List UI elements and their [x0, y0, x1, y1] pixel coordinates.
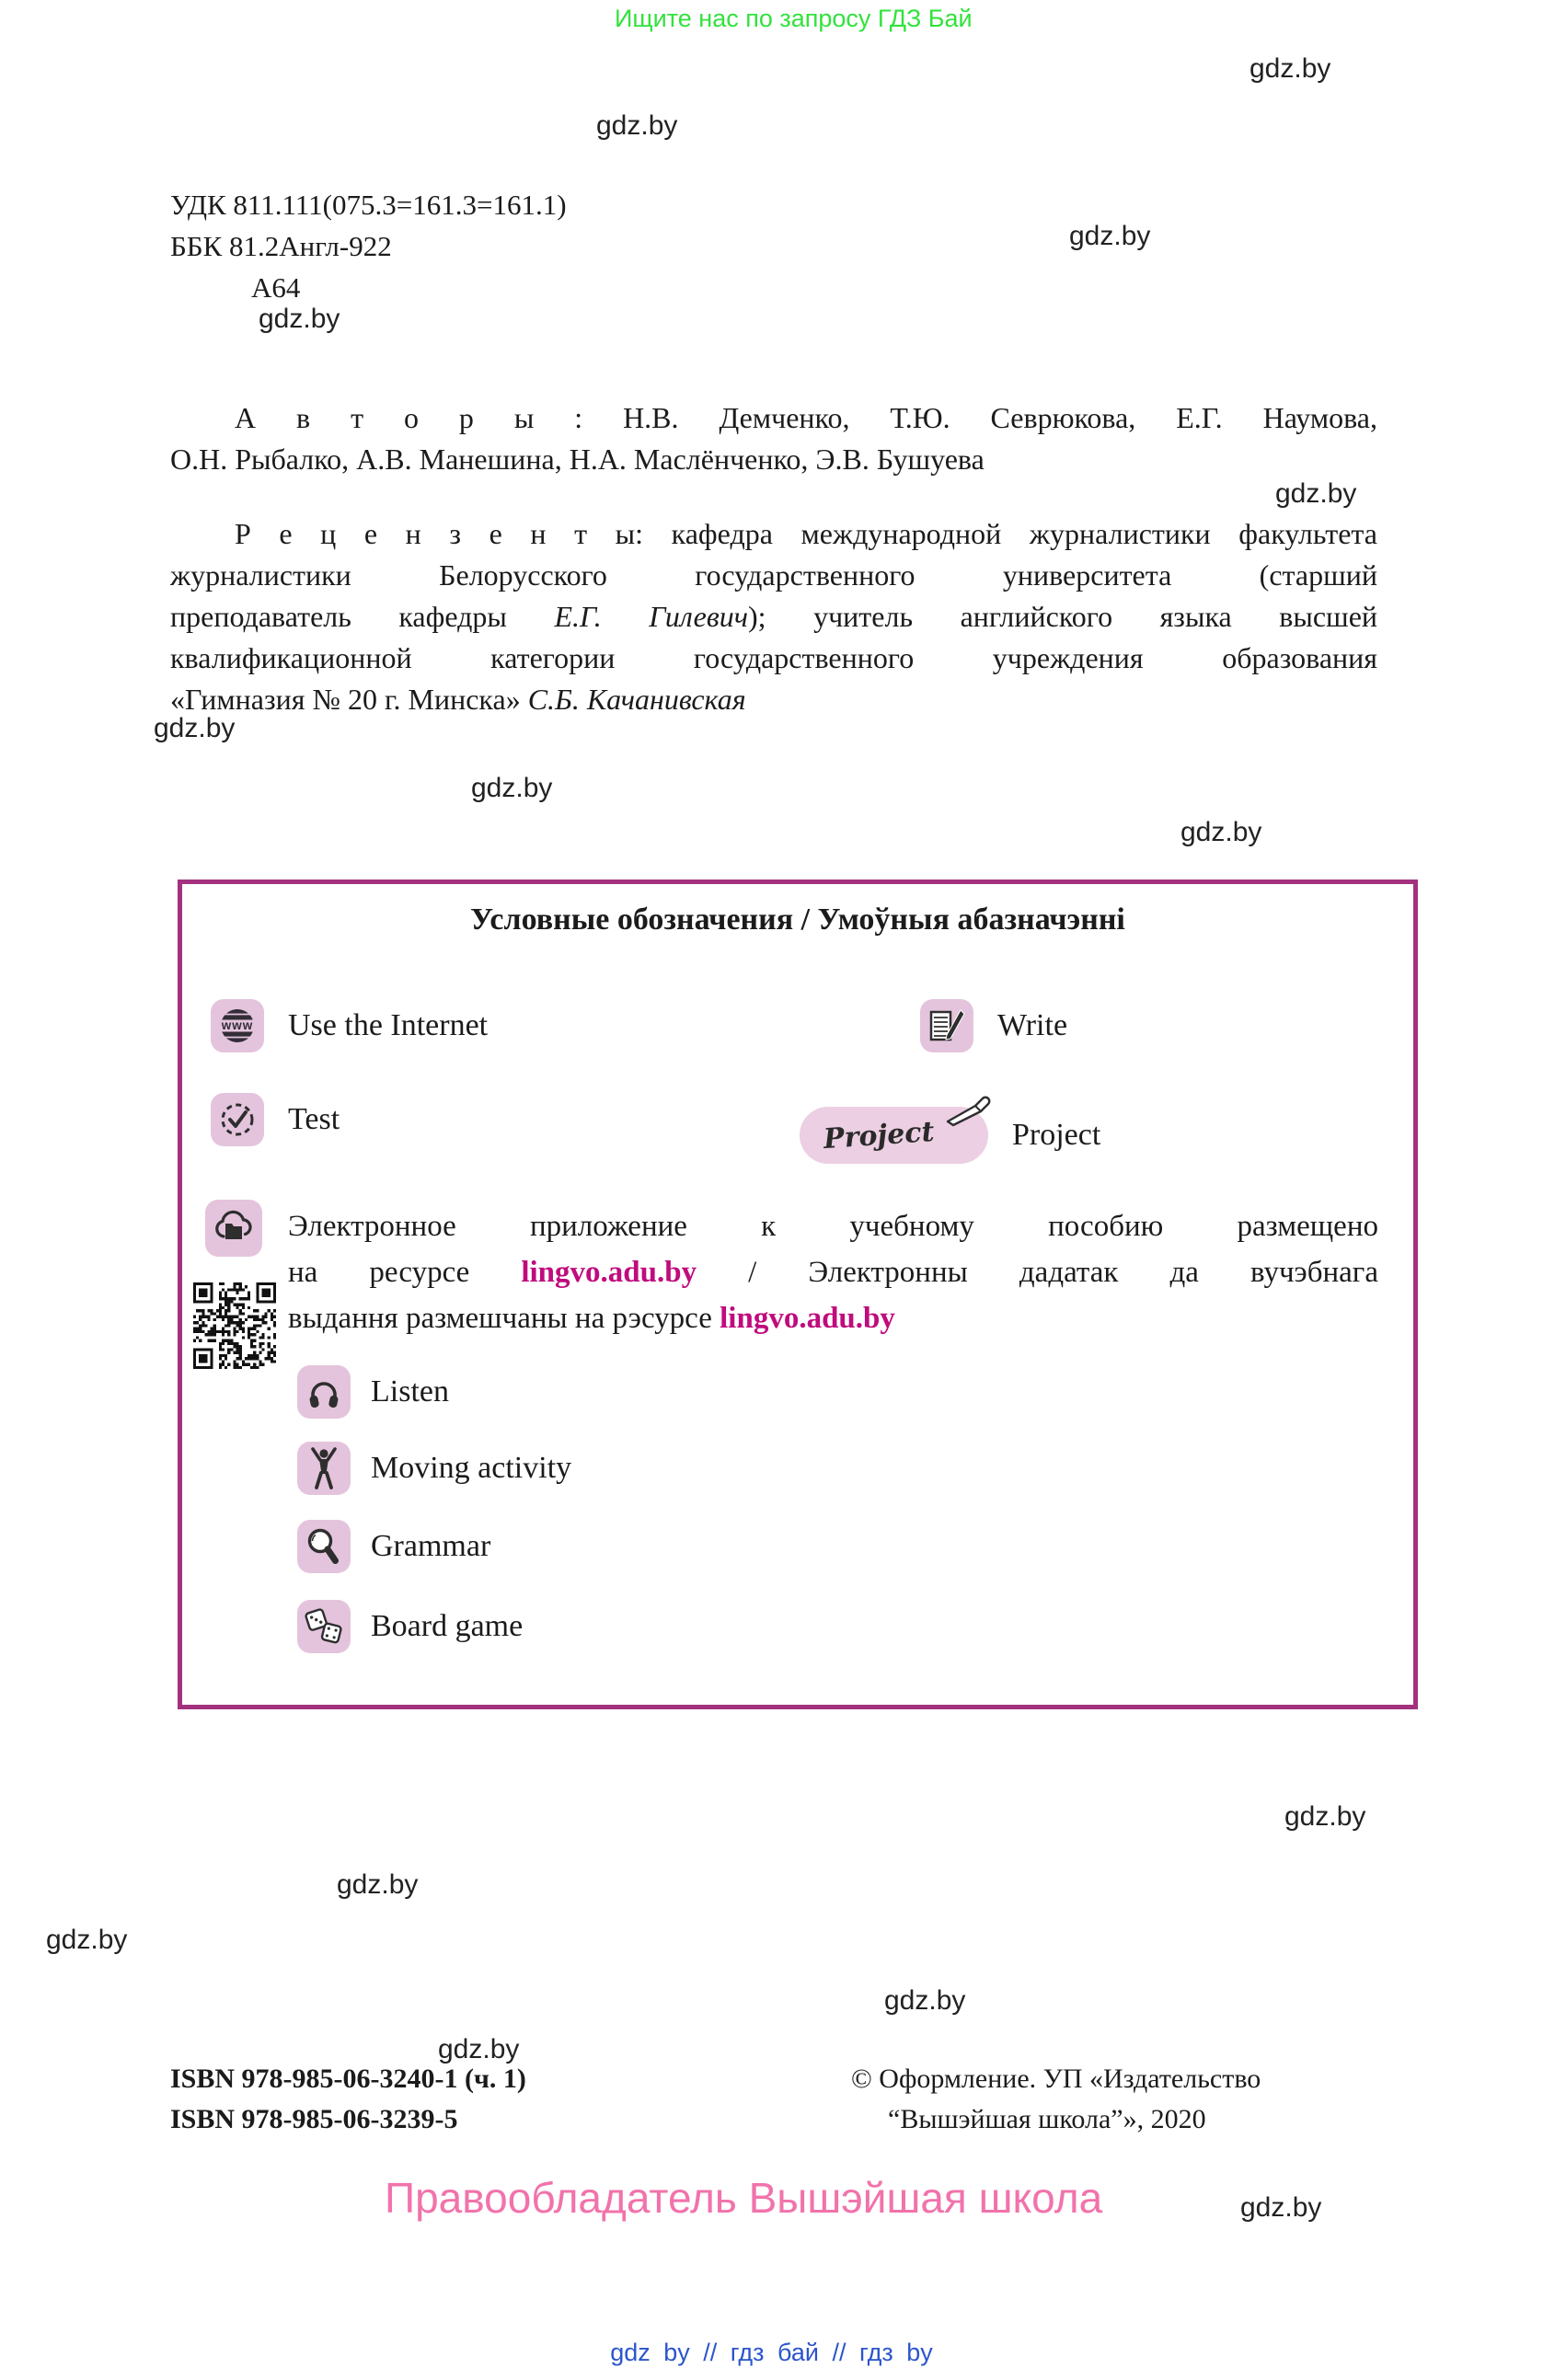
gdz-watermark: gdz.by: [46, 1925, 128, 1955]
legend-item-board: [297, 1600, 523, 1653]
reviewer-name: С.Б. Качанивская: [527, 683, 746, 716]
legend-item-project: [800, 1107, 1100, 1164]
legend-item-moving: [297, 1442, 571, 1495]
lingvo-link: lingvo.adu.by: [521, 1256, 697, 1289]
legend-label-internet: Use the Internet: [288, 1008, 489, 1042]
reviewers-text: преподаватель кафедры: [170, 600, 555, 633]
eapp-line: [288, 1295, 1378, 1341]
reviewers-paragraph: [170, 513, 1377, 720]
pen-icon: [942, 1094, 1001, 1127]
gdz-watermark: gdz.by: [884, 1985, 966, 2016]
legend-label-grammar: Grammar: [371, 1529, 491, 1563]
legend-item-write: [920, 999, 1067, 1052]
reviewers-line: [170, 596, 1377, 638]
reviewers-line: квалификационной категории государственного учреждения образования: [170, 641, 1377, 674]
legend-title: Условные обозначения / Умоўныя абазначэнні: [470, 903, 1125, 937]
authors-line: А в т о р ы : Н.В. Демченко, Т.Ю. Севрюкова, Е.Г. Наумова,: [235, 401, 1377, 434]
eapp-text: / Электронны дадатак да вучэбнага: [697, 1256, 1378, 1289]
gdz-watermark: gdz.by: [1275, 478, 1357, 509]
internet-icon: [211, 999, 264, 1052]
copyright-block: [851, 2059, 1261, 2140]
legend-label-board: Board game: [371, 1609, 524, 1643]
gdz-watermark: gdz.by: [259, 304, 340, 334]
author-sign-code: А64: [251, 271, 301, 304]
footer-search-terms: gdz by // гдз бай // гдз by: [610, 2339, 933, 2366]
headphones-icon: [297, 1365, 351, 1419]
legend-label-write: Write: [997, 1008, 1068, 1042]
biblio-block: [170, 184, 567, 308]
qr-code: [193, 1282, 276, 1369]
gdz-watermark: gdz.by: [1240, 2192, 1322, 2223]
svg-text:www: www: [221, 1018, 254, 1032]
copyright-line: “Вышэйшая школа”», 2020: [888, 2104, 1206, 2134]
eapp-line: [288, 1249, 1378, 1295]
reviewers-line: [170, 679, 1377, 720]
eapp-line: Электронное приложение к учебному пособию размещено: [288, 1210, 1378, 1243]
legend-label-test: Test: [288, 1102, 340, 1136]
gdz-watermark: gdz.by: [471, 773, 553, 803]
cloud-download-icon: [205, 1200, 262, 1257]
reviewers-text: ); учитель английского языка высшей: [748, 600, 1378, 633]
magnifier-icon: [297, 1520, 351, 1573]
legend-item-internet: [211, 999, 488, 1052]
gdz-watermark: gdz.by: [154, 713, 236, 743]
isbn-line: ISBN 978-985-06-3240-1 (ч. 1): [170, 2064, 526, 2094]
authors-line: О.Н. Рыбалко, А.В. Манешина, Н.А. Маслёнченко, Э.В. Бушуева: [170, 443, 985, 476]
eapp-text: выдання размешчаны на рэсурсе: [288, 1302, 720, 1335]
udk-code: УДК 811.111(075.3=161.3=161.1): [170, 189, 567, 221]
write-icon: [920, 999, 973, 1052]
reviewers-line: журналистики Белорусского государственного университета (старший: [170, 558, 1377, 592]
project-badge: [800, 1107, 988, 1164]
moving-person-icon: [297, 1442, 351, 1495]
gdz-watermark: gdz.by: [337, 1869, 419, 1900]
legend-box: [178, 880, 1418, 1709]
gdz-watermark: gdz.by: [596, 110, 678, 141]
copyright-line: © Оформление. УП «Издательство: [851, 2064, 1261, 2094]
gdz-watermark: gdz.by: [438, 2034, 520, 2064]
legend-item-test: [211, 1093, 340, 1146]
gdz-watermark: gdz.by: [1069, 221, 1151, 251]
legend-label-moving: Moving activity: [371, 1451, 572, 1485]
eapp-paragraph: [288, 1203, 1378, 1341]
legend-item-listen: [297, 1365, 449, 1419]
reviewers-text: «Гимназия № 20 г. Минска»: [170, 683, 528, 716]
gdz-watermark: gdz.by: [1284, 1801, 1366, 1832]
gdz-watermark: gdz.by: [1180, 817, 1262, 847]
test-icon: [211, 1093, 264, 1146]
bbk-code: ББК 81.2Англ-922: [170, 230, 392, 262]
gdz-watermark: gdz.by: [1249, 53, 1331, 84]
authors-paragraph: [170, 397, 1377, 480]
dice-icon: [297, 1600, 351, 1653]
isbn-block: [170, 2059, 526, 2140]
promo-header: Ищите нас по запросу ГДЗ Бай: [615, 5, 973, 32]
reviewer-name: Е.Г. Гилевич: [554, 600, 749, 633]
legend-label-listen: Listen: [371, 1374, 449, 1408]
reviewers-line: Р е ц е н з е н т ы: кафедра международной журналистики факультета: [235, 517, 1377, 550]
legend-label-project: Project: [1012, 1118, 1101, 1152]
lingvo-link: lingvo.adu.by: [720, 1302, 895, 1335]
rights-holder-banner: Правообладатель Вышэйшая школа: [385, 2174, 1103, 2222]
legend-item-grammar: [297, 1520, 490, 1573]
project-badge-text: Project: [822, 1115, 936, 1156]
isbn-line: ISBN 978-985-06-3239-5: [170, 2104, 458, 2134]
eapp-text: на ресурсе: [288, 1256, 522, 1289]
